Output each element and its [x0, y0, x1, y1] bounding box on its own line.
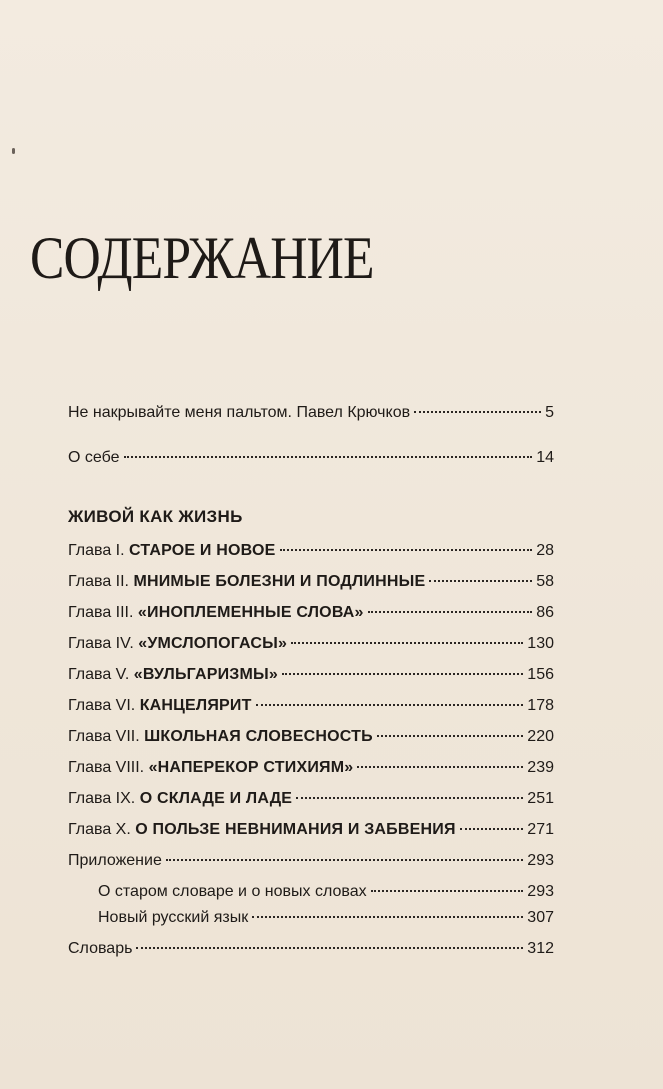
chapter-title: О ПОЛЬЗЕ НЕВНИМАНИЯ И ЗАБВЕНИЯ [135, 821, 456, 838]
toc-page-number: 86 [536, 604, 554, 621]
chapter-title: ШКОЛЬНАЯ СЛОВЕСНОСТЬ [144, 728, 373, 745]
page-title: СОДЕРЖАНИЕ [30, 225, 374, 291]
chapter-prefix: Глава IX. [68, 790, 136, 807]
toc-entry-label: Приложение [68, 852, 162, 869]
chapter-prefix: Глава VI. [68, 697, 136, 714]
leader-dots [296, 797, 523, 799]
toc-entry-label: О себе [68, 449, 120, 466]
leader-dots [357, 766, 523, 768]
section-heading: ЖИВОЙ КАК ЖИЗНЬ [68, 507, 243, 526]
leader-dots [252, 916, 523, 918]
leader-dots [291, 642, 523, 644]
leader-dots [368, 611, 533, 613]
toc-page-number: 239 [527, 759, 554, 776]
leader-dots [371, 890, 524, 892]
leader-dots [282, 673, 523, 675]
chapter-prefix: Глава I. [68, 542, 125, 559]
toc-page-number: 5 [545, 404, 554, 421]
chapter-title: «ВУЛЬГАРИЗМЫ» [133, 666, 278, 683]
toc-entry-about[interactable] [68, 448, 554, 468]
toc-chapter-10[interactable] [68, 820, 554, 840]
toc-chapter-6[interactable] [68, 696, 554, 716]
toc-page-number: 14 [536, 449, 554, 466]
toc-page-number: 58 [536, 573, 554, 590]
leader-dots [256, 704, 524, 706]
chapter-title: «ИНОПЛЕМЕННЫЕ СЛОВА» [137, 604, 364, 621]
toc-page-number: 220 [527, 728, 554, 745]
toc-page-number: 28 [536, 542, 554, 559]
toc-page-number: 130 [527, 635, 554, 652]
toc-entry-label: Словарь [68, 940, 133, 957]
chapter-title: «УМСЛОПОГАСЫ» [138, 635, 288, 652]
chapter-prefix: Глава III. [68, 604, 134, 621]
toc-page-number: 178 [527, 697, 554, 714]
toc-entry-appendix-1[interactable] [98, 882, 554, 902]
chapter-title: КАНЦЕЛЯРИТ [139, 697, 252, 714]
toc-entry-label: Не накрывайте меня пальтом. Павел Крючков [68, 404, 411, 421]
chapter-title: «НАПЕРЕКОР СТИХИЯМ» [148, 759, 354, 776]
leader-dots [166, 859, 523, 861]
toc-entry-appendix[interactable] [68, 851, 554, 871]
chapter-prefix: Глава VIII. [68, 759, 145, 776]
chapter-title: О СКЛАДЕ И ЛАДЕ [139, 790, 293, 807]
chapter-title: СТАРОЕ И НОВОЕ [129, 542, 276, 559]
chapter-prefix: Глава VII. [68, 728, 140, 745]
toc-entry-appendix-2[interactable] [98, 908, 554, 928]
toc-page-number: 312 [527, 940, 554, 957]
chapter-prefix: Глава IV. [68, 635, 134, 652]
toc-entry-label: О старом словаре и о новых словах [98, 883, 367, 900]
chapter-prefix: Глава V. [68, 666, 130, 683]
toc-entry-label: Новый русский язык [98, 909, 249, 926]
leader-dots [124, 456, 533, 458]
toc-chapter-2[interactable] [68, 572, 554, 592]
toc-chapter-3[interactable] [68, 603, 554, 623]
toc-page-number: 251 [527, 790, 554, 807]
toc-entry-foreword[interactable] [68, 403, 554, 423]
leader-dots [414, 411, 541, 413]
toc-chapter-5[interactable] [68, 665, 554, 685]
toc-chapter-9[interactable] [68, 789, 554, 809]
leader-dots [429, 580, 532, 582]
leader-dots [280, 549, 533, 551]
chapter-title: МНИМЫЕ БОЛЕЗНИ И ПОДЛИННЫЕ [133, 573, 426, 590]
toc-chapter-1[interactable] [68, 541, 554, 561]
toc-page-number: 156 [527, 666, 554, 683]
toc-chapter-7[interactable] [68, 727, 554, 747]
chapter-prefix: Глава II. [68, 573, 129, 590]
toc-entry-dictionary[interactable] [68, 939, 554, 959]
toc-page-number: 307 [527, 909, 554, 926]
leader-dots [377, 735, 523, 737]
toc-page-number: 293 [527, 852, 554, 869]
chapter-prefix: Глава X. [68, 821, 131, 838]
leader-dots [136, 947, 523, 949]
toc-chapter-8[interactable] [68, 758, 554, 778]
toc-page-number: 293 [527, 883, 554, 900]
toc-page-number: 271 [527, 821, 554, 838]
leader-dots [460, 828, 524, 830]
ink-mark [12, 148, 15, 154]
toc-chapter-4[interactable] [68, 634, 554, 654]
